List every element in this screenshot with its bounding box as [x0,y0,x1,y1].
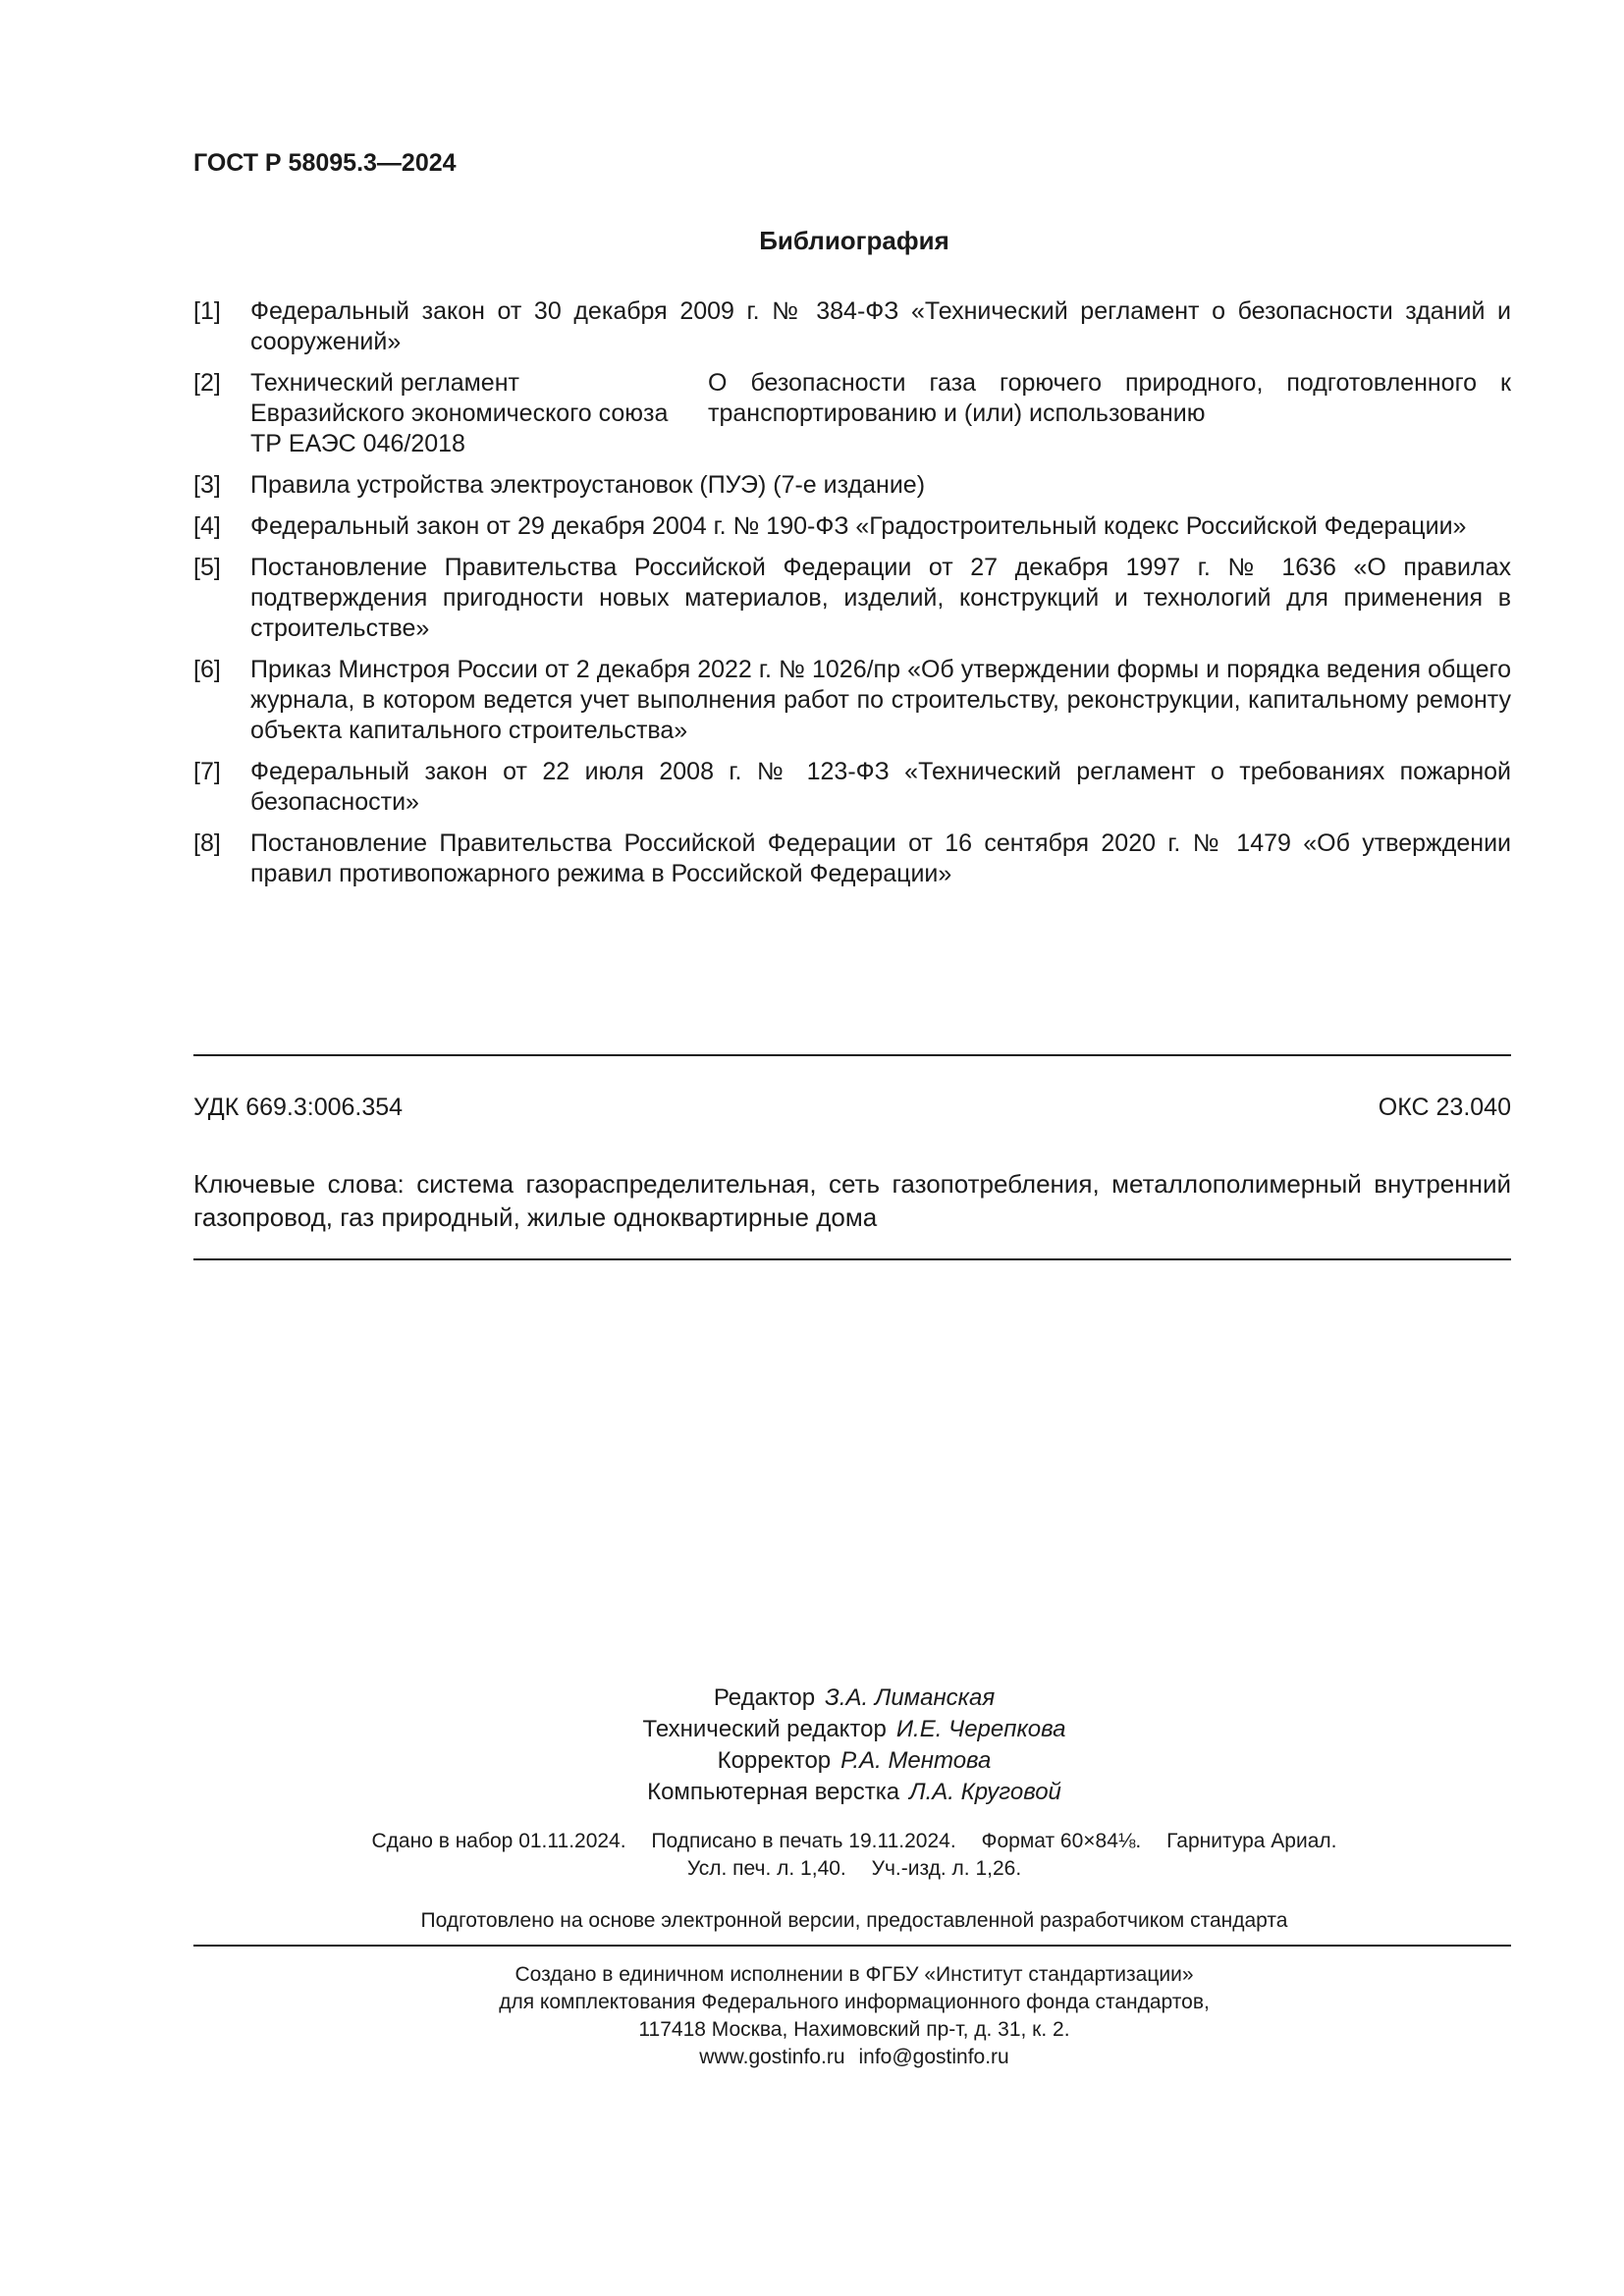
bibliography-entry [193,655,1511,746]
imprint-line [0,1855,1624,1883]
entry-number: [2] [193,369,221,397]
sent-to-typeset: Сдано в набор 01.11.2024. [371,1830,626,1852]
entry-number: [1] [193,297,221,325]
publisher-block [0,1961,1624,2071]
entry-text: Постановление Правительства Российской Федерации от 16 сентября 2020 г. № 1479 «Об утверждении правил противопожарного режима в Российской Федерации» [250,829,1511,887]
oks-code: ОКС 23.040 [1378,1094,1511,1121]
entry-source-line: Евразийского экономического союза [250,400,669,427]
entry-text: Федеральный закон от 29 декабря 2004 г. № 190-ФЗ «Градостроительный кодекс Российской Федерации» [250,512,1467,540]
entry-source-line: ТР ЕАЭС 046/2018 [250,430,465,457]
credits-block [0,1682,1624,1808]
bibliography-entry [193,828,1511,889]
document-code: ГОСТ Р 58095.3—2024 [193,149,457,177]
paper-format: Формат 60×84⅛. [981,1830,1142,1852]
bibliography-title: Библиография [759,226,949,255]
website-link[interactable]: www.gostinfo.ru [699,2046,845,2068]
prepared-note: Подготовлено на основе электронной версии, предоставленной разработчиком стандарта [420,1909,1288,1932]
entry-source-line: Технический регламент [250,369,519,397]
credit-line [0,1745,1624,1777]
entry-number: [4] [193,512,221,540]
bibliography-entry [193,757,1511,818]
publisher-line: Создано в единичном исполнении в ФГБУ «Институт стандартизации» [514,1963,1194,1986]
credit-line [0,1714,1624,1745]
print-sheets: Усл. печ. л. 1,40. [686,1857,846,1880]
bibliography-entry [193,296,1511,357]
udk-code: УДК 669.3:006.354 [193,1094,404,1121]
entry-source [250,368,708,459]
credit-role: Корректор [717,1747,832,1774]
email-link[interactable]: info@gostinfo.ru [858,2046,1009,2068]
credit-line [0,1682,1624,1714]
entry-text: Федеральный закон от 22 июля 2008 г. № 123-ФЗ «Технический регламент о требованиях пожарной безопасности» [250,758,1511,816]
publisher-line: для комплектования Федерального информационного фонда стандартов, [499,1991,1210,2013]
publisher-line: 117418 Москва, Нахимовский пр-т, д. 31, к. 2. [638,2018,1070,2041]
entry-text: Приказ Минстроя России от 2 декабря 2022 г. № 1026/пр «Об утверждении формы и порядка ведения общего журнала, в котором ведется учет выполнения работ по строительству, реконструкции, капитальному ремонту объекта капитального строительства» [250,656,1511,744]
credit-name: И.Е. Черепкова [895,1716,1066,1742]
bibliography-entry [193,368,1511,459]
entry-text: Федеральный закон от 30 декабря 2009 г. № 384-ФЗ «Технический регламент о безопасности зданий и сооружений» [250,297,1511,355]
entry-text: Правила устройства электроустановок (ПУЭ) (7-е издание) [250,471,926,499]
credit-role: Технический редактор [642,1716,887,1742]
credit-name: З.А. Лиманская [825,1684,996,1711]
credit-role: Компьютерная верстка [647,1779,900,1805]
signed-to-print: Подписано в печать 19.11.2024. [651,1830,956,1852]
imprint-line [0,1828,1624,1855]
publisher-contacts [0,2044,1624,2071]
bibliography-entry [193,553,1511,644]
bibliography-entry [193,511,1511,542]
divider [193,1258,1511,1260]
edition-sheets: Уч.-изд. л. 1,26. [871,1857,1022,1880]
typeface: Гарнитура Ариал. [1166,1830,1337,1852]
keywords: Ключевые слова: система газораспределительная, сеть газопотребления, металлополимерный внутренний газопровод, газ природный, жилые одноквартирные дома [193,1169,1511,1232]
credit-name: Л.А. Круговой [909,1779,1061,1805]
credit-name: Р.А. Ментова [840,1747,992,1774]
credit-role: Редактор [713,1684,816,1711]
bibliography-list [193,296,1511,900]
entry-number: [3] [193,471,221,499]
entry-number: [5] [193,554,221,581]
entry-number: [7] [193,758,221,785]
entry-number: [6] [193,656,221,683]
divider [193,1945,1511,1947]
credit-line [0,1777,1624,1808]
imprint-block [0,1828,1624,1883]
bibliography-entry [193,470,1511,501]
entry-text: О безопасности газа горючего природного, подготовленного к транспортированию и (или) использованию [708,369,1511,427]
divider [193,1054,1511,1056]
entry-number: [8] [193,829,221,857]
entry-text: Постановление Правительства Российской Федерации от 27 декабря 1997 г. № 1636 «О правилах подтверждения пригодности новых материалов, изделий, конструкций и технологий для применения в строительстве» [250,554,1511,642]
